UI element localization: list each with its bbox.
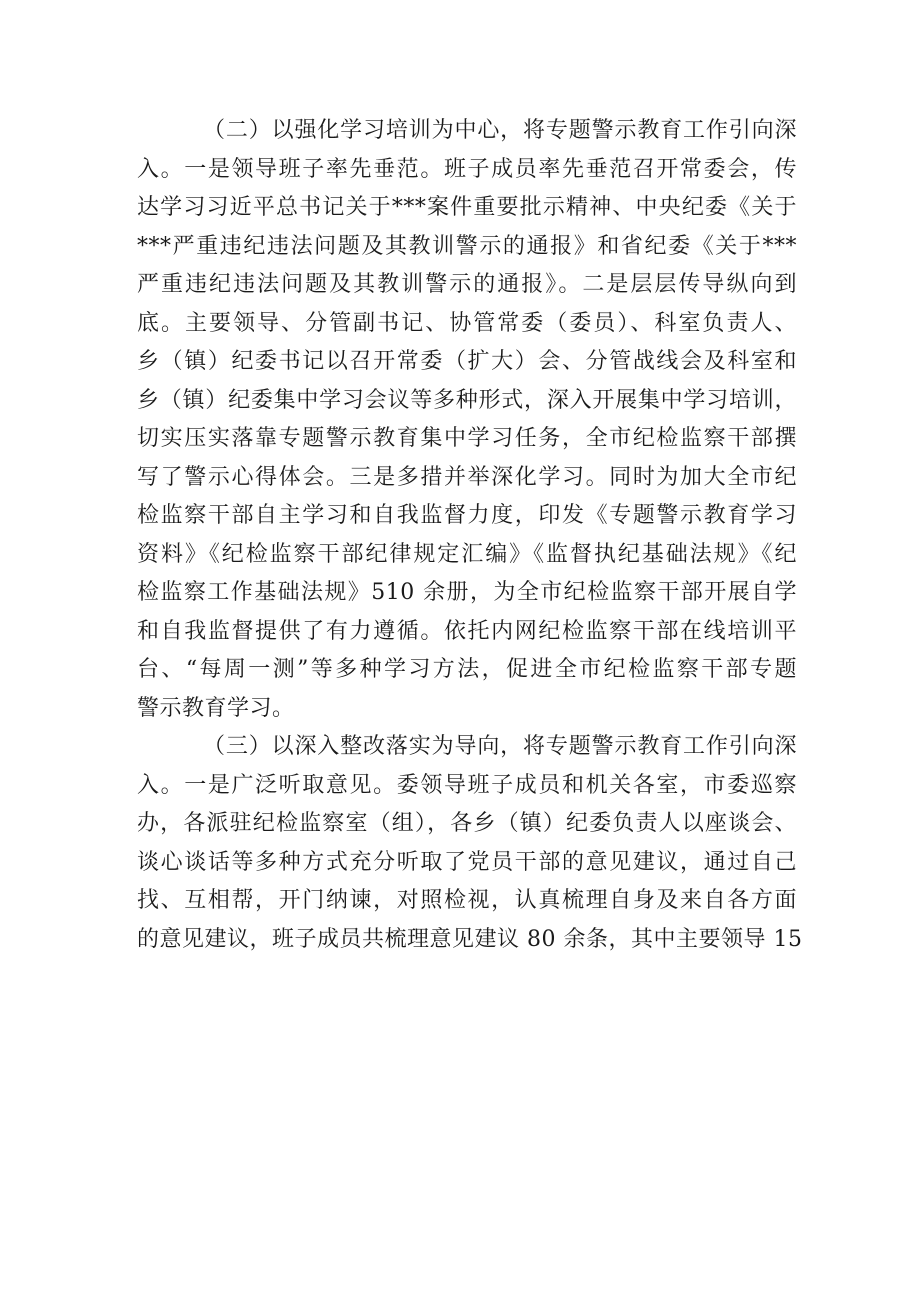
text-line: 和自我监督提供了有力遵循。依托内网纪检监察干部在线培训平: [137, 618, 797, 644]
paragraph-rectification: [137, 728, 803, 959]
text-line: 写了警示心得体会。三是多措并举深化学习。同时为加大全市纪: [137, 464, 797, 490]
document-body: [137, 112, 803, 959]
text-line: 办，各派驻纪检监察室（组），各乡（镇）纪委负责人以座谈会、: [137, 811, 797, 836]
text-line: 底。主要领导、分管副书记、协管常委（委员）、科室负责人、: [137, 310, 797, 336]
text-line: （三）以深入整改落实为导向，将专题警示教育工作引向深: [203, 734, 797, 759]
text-line: 警示教育学习。: [137, 695, 295, 721]
text-line: 乡（镇）纪委书记以召开常委（扩大）会、分管战线会及科室和: [137, 349, 797, 374]
text-line: 入。一是广泛听取意见。委领导班子成员和机关各室，市委巡察: [137, 772, 797, 798]
text-line: （二）以强化学习培训为中心，将专题警示教育工作引向深: [203, 118, 797, 143]
text-line: 检监察工作基础法规》510 余册，为全市纪检监察干部开展自学: [137, 580, 797, 605]
text-line: 检监察干部自主学习和自我监督力度，印发《专题警示教育学习: [137, 503, 797, 528]
text-line: 入。一是领导班子率先垂范。班子成员率先垂范召开常委会，传: [137, 156, 797, 182]
text-line: 切实压实落靠专题警示教育集中学习任务，全市纪检监察干部撰: [137, 426, 797, 451]
paragraph-strengthen-learning: [137, 112, 797, 728]
text-line: ***严重违纪违法问题及其教训警示的通报》和省纪委《关于***: [137, 233, 797, 259]
text-line: 的意见建议，班子成员共梳理意见建议 80 余条，其中主要领导 15: [137, 926, 803, 952]
text-line: 达学习习近平总书记关于***案件重要批示精神、中央纪委《关于: [137, 195, 797, 220]
text-line: 乡（镇）纪委集中学习会议等多种形式，深入开展集中学习培训，: [137, 387, 797, 413]
text-line: 谈心谈话等多种方式充分听取了党员干部的意见建议，通过自己: [137, 849, 797, 875]
text-line: 资料》《纪检监察干部纪律规定汇编》《监督执纪基础法规》《纪: [137, 541, 797, 567]
text-line: 严重违纪违法问题及其教训警示的通报》。二是层层传导纵向到: [137, 272, 797, 297]
text-line: 台、“每周一测”等多种学习方法，促进全市纪检监察干部专题: [137, 657, 797, 682]
text-line: 找、互相帮，开门纳谏，对照检视，认真梳理自身及来自各方面: [137, 888, 797, 913]
